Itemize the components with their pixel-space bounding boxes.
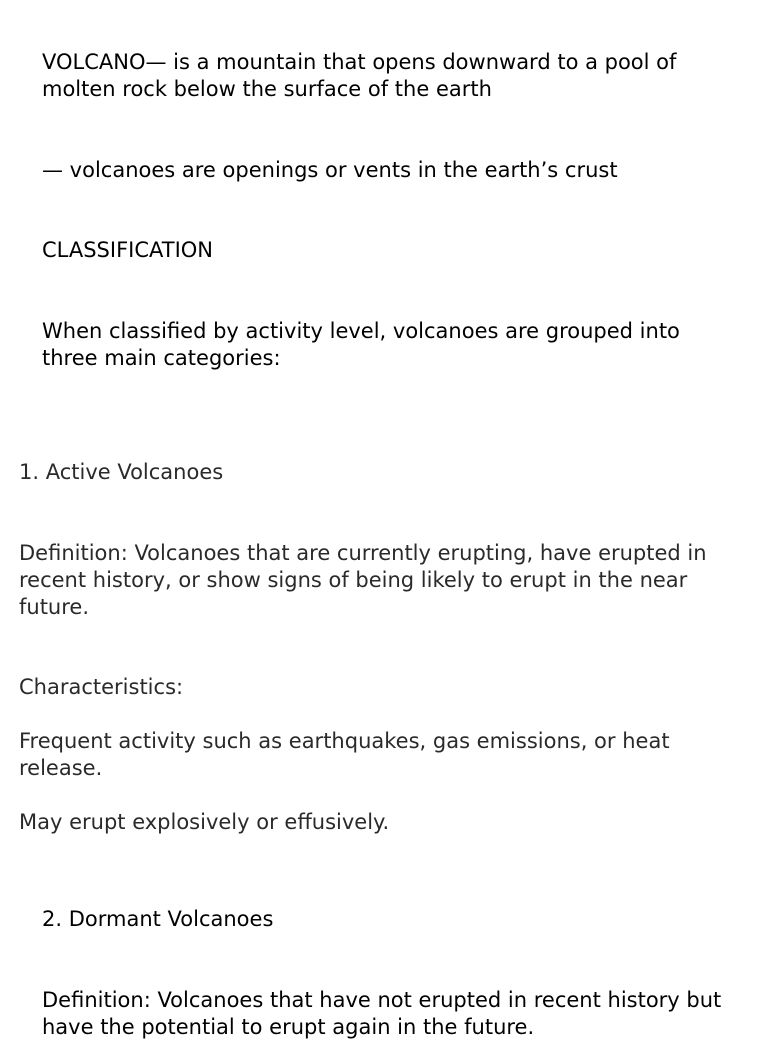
characteristic-item-1: Frequent activity such as earthquakes, gas emissions, or heat release. xyxy=(19,729,670,780)
active-volcanoes-definition: Definition: Volcanoes that are currently erupting, have erupted in recent history, or show signs of being likely to erupt in the near future. xyxy=(19,541,707,619)
dormant-volcanoes-definition: Definition: Volcanoes that have not erupted in recent history but have the potential to erupt again in the future. xyxy=(42,988,722,1039)
characteristics-label: Characteristics: xyxy=(19,675,184,699)
dormant-volcanoes-heading: 2. Dormant Volcanoes xyxy=(42,907,274,931)
characteristic-item-2: May erupt explosively or effusively. xyxy=(19,810,390,834)
volcano-vent-note: — volcanoes are openings or vents in the earth’s crust xyxy=(42,158,618,182)
classification-text: When classified by activity level, volcanoes are grouped into three main categories: xyxy=(42,319,680,370)
classification-heading: CLASSIFICATION xyxy=(42,238,213,262)
volcano-definition: VOLCANO— is a mountain that opens downward to a pool of molten rock below the surface of the earth xyxy=(42,50,677,101)
active-volcanoes-heading: 1. Active Volcanoes xyxy=(19,460,224,484)
